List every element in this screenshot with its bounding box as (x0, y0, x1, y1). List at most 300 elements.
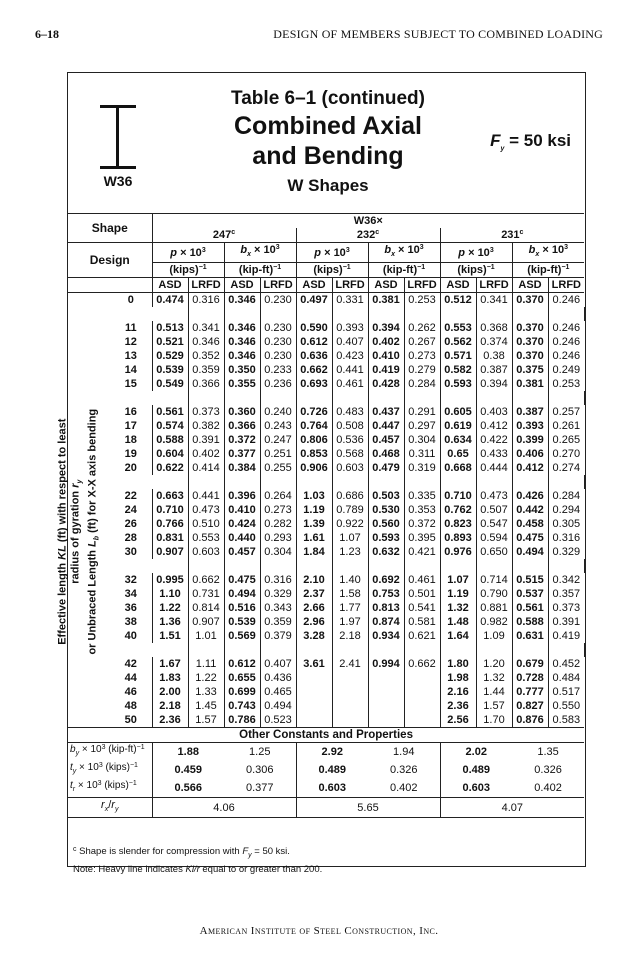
table-cell: 0.236 (260, 377, 296, 391)
table-cell: 1.70 (476, 713, 512, 728)
table-cell: 0.428 (368, 377, 404, 391)
table-cell: 0.501 (404, 587, 440, 601)
table-cell: 0.622 (152, 461, 188, 475)
asd-header: ASD (296, 278, 332, 293)
table-cell: 2.66 (296, 601, 332, 615)
table-cell: 0.549 (152, 377, 188, 391)
table-cell: 0.372 (404, 517, 440, 531)
table-cell: 0.396 (224, 489, 260, 503)
table-cell: 0.655 (224, 671, 260, 685)
table-row (68, 293, 584, 308)
table-cell: 0.976 (440, 545, 476, 559)
table-cell: 0.444 (476, 461, 512, 475)
asd-header: ASD (224, 278, 260, 293)
table-cell: 0.777 (512, 685, 548, 699)
table-cell: 0.316 (188, 293, 224, 308)
table-cell: 0.823 (440, 517, 476, 531)
table-cell: 0.650 (476, 545, 512, 559)
table-row (68, 447, 584, 461)
table-cell: 0.402 (188, 447, 224, 461)
table-cell: 0.273 (404, 349, 440, 363)
table-cell (368, 685, 404, 699)
table-cell: 0.230 (260, 321, 296, 335)
table-cell: 0.569 (224, 629, 260, 643)
table-cell: 0.662 (188, 573, 224, 587)
table-cell: 0.612 (224, 657, 260, 671)
table-cell: 0.403 (476, 405, 512, 419)
table-row (68, 489, 584, 503)
table-cell: 0.424 (224, 517, 260, 531)
table-cell: 0.790 (476, 587, 512, 601)
asd-header: ASD (512, 278, 548, 293)
length-value: 42 (110, 657, 152, 671)
table-cell: 0.412 (476, 419, 512, 433)
page-number: 6–18 (35, 27, 59, 41)
table-cell: 0.273 (260, 503, 296, 517)
table-cell: 0.255 (260, 461, 296, 475)
length-value: 38 (110, 615, 152, 629)
table-cell: 0.907 (152, 545, 188, 559)
table-cell: 0.581 (404, 615, 440, 629)
table-cell: 0.262 (404, 321, 440, 335)
table-row (68, 685, 584, 699)
table-cell: 2.56 (440, 713, 476, 728)
table-cell: 0.394 (368, 321, 404, 335)
table-cell (404, 713, 440, 728)
table-cell: 0.246 (548, 321, 584, 335)
table-cell: 0.395 (404, 531, 440, 545)
table-cell: 1.48 (440, 615, 476, 629)
table-cell: 0.304 (404, 433, 440, 447)
table-cell: 1.11 (188, 657, 224, 671)
table-cell (332, 671, 368, 685)
table-cell: 0.346 (224, 321, 260, 335)
table-cell: 0.479 (368, 461, 404, 475)
table-cell: 0.814 (188, 601, 224, 615)
length-value: 36 (110, 601, 152, 615)
table-cell: 0.391 (548, 615, 584, 629)
lrfd-header: LRFD (476, 278, 512, 293)
table-cell: 0.813 (368, 601, 404, 615)
table-cell: 0.341 (188, 321, 224, 335)
table-cell: 0.636 (296, 349, 332, 363)
table-cell: 0.831 (152, 531, 188, 545)
table-cell: 1.23 (332, 545, 368, 559)
constant-value: 2.92 (296, 743, 368, 762)
length-value: 30 (110, 545, 152, 559)
table-cell: 0.381 (512, 377, 548, 391)
table-cell: 0.515 (512, 573, 548, 587)
table-cell: 1.32 (440, 601, 476, 615)
table-cell: 0.407 (332, 335, 368, 349)
length-value: 17 (110, 419, 152, 433)
table-cell: 0.375 (512, 363, 548, 377)
table-cell: 0.494 (512, 545, 548, 559)
table-cell: 0.253 (548, 377, 584, 391)
table-cell: 0.766 (152, 517, 188, 531)
table-cell: 0.251 (260, 447, 296, 461)
table-cell: 0.253 (404, 293, 440, 308)
table-cell (296, 713, 332, 728)
table-cell: 0.465 (260, 685, 296, 699)
table-cell: 1.51 (152, 629, 188, 643)
table-cell: 0.304 (260, 545, 296, 559)
table-cell: 0.539 (152, 363, 188, 377)
table-cell: 0.359 (260, 615, 296, 629)
table-cell: 0.583 (548, 713, 584, 728)
lrfd-header: LRFD (404, 278, 440, 293)
table-row (68, 517, 584, 531)
shape-label: W36 (103, 173, 133, 189)
table-cell: 0.582 (440, 363, 476, 377)
table-cell: 0.243 (260, 419, 296, 433)
table-cell: 0.442 (512, 503, 548, 517)
table-cell: 0.407 (260, 657, 296, 671)
table-cell: 3.61 (296, 657, 332, 671)
table-cell: 1.57 (476, 699, 512, 713)
table-cell: 0.668 (440, 461, 476, 475)
table-cell: 0.381 (368, 293, 404, 308)
table-cell: 2.36 (152, 713, 188, 728)
table-cell: 2.37 (296, 587, 332, 601)
table-cell: 0.588 (512, 615, 548, 629)
table-cell: 0.230 (260, 349, 296, 363)
asd-header: ASD (152, 278, 188, 293)
length-value: 15 (110, 377, 152, 391)
table-cell: 1.07 (440, 573, 476, 587)
table-cell: 1.64 (440, 629, 476, 643)
table-cell: 0.634 (440, 433, 476, 447)
constant-value: 1.94 (393, 746, 415, 759)
table-cell: 0.370 (512, 293, 548, 308)
table-cell: 1.67 (152, 657, 188, 671)
table-cell: 0.922 (332, 517, 368, 531)
table-cell: 0.605 (440, 405, 476, 419)
table-cell: 0.507 (476, 503, 512, 517)
publisher-credit: American Institute of Steel Construction, Inc. (199, 925, 439, 937)
constant-value: 0.603 (440, 779, 512, 798)
table-cell: 0.881 (476, 601, 512, 615)
table-cell: 2.18 (152, 699, 188, 713)
table-cell: 0.353 (404, 503, 440, 517)
table-cell: 0.246 (548, 335, 584, 349)
table-cell: 0.594 (476, 531, 512, 545)
table-cell: 0.731 (188, 587, 224, 601)
table-cell: 0.510 (188, 517, 224, 531)
length-value: 13 (110, 349, 152, 363)
table-cell: 0.366 (224, 419, 260, 433)
length-value: 22 (110, 489, 152, 503)
rx-ry-value: 5.65 (296, 798, 440, 818)
table-cell: 0.440 (224, 531, 260, 545)
lrfd-header: LRFD (188, 278, 224, 293)
table-cell: 0.38 (476, 349, 512, 363)
table-cell: 0.457 (224, 545, 260, 559)
table-cell: 0.382 (188, 419, 224, 433)
table-row (68, 419, 584, 433)
table-cell: 0.360 (224, 405, 260, 419)
table-cell (332, 685, 368, 699)
table-cell: 0.710 (152, 503, 188, 517)
table-cell: 0.574 (152, 419, 188, 433)
table-cell: 0.876 (512, 713, 548, 728)
table-cell: 0.316 (260, 573, 296, 587)
table-cell: 0.230 (260, 293, 296, 308)
table-cell: 1.09 (476, 629, 512, 643)
table-cell: 0.513 (152, 321, 188, 335)
constant-row (68, 743, 584, 762)
length-value: 24 (110, 503, 152, 517)
table-cell: 0.662 (404, 657, 440, 671)
table-cell: 0.521 (152, 335, 188, 349)
table-cell: 0.632 (368, 545, 404, 559)
table-cell (368, 699, 404, 713)
table-cell (332, 713, 368, 728)
table-cell: 0.468 (368, 447, 404, 461)
table-cell: 2.16 (440, 685, 476, 699)
table-row (68, 629, 584, 643)
table-cell: 0.284 (404, 377, 440, 391)
table-cell: 1.20 (476, 657, 512, 671)
length-value: 34 (110, 587, 152, 601)
table-cell: 0.827 (512, 699, 548, 713)
table-cell: 0.402 (368, 335, 404, 349)
lrfd-header: LRFD (332, 278, 368, 293)
table-cell: 0.436 (260, 671, 296, 685)
footnote-note: Note: Heavy line indicates Kl/r equal to or greater than 200. (73, 863, 323, 875)
length-value: 16 (110, 405, 152, 419)
table-row (68, 699, 584, 713)
table-cell: 1.19 (440, 587, 476, 601)
table-row (68, 671, 584, 685)
table-cell: 0.394 (476, 377, 512, 391)
table-cell: 1.80 (440, 657, 476, 671)
table-cell: 0.346 (224, 293, 260, 308)
table-cell: 0.247 (260, 433, 296, 447)
table-cell: 0.410 (368, 349, 404, 363)
title-line-2: Combined Axial (234, 112, 422, 140)
constant-value: 0.326 (534, 764, 562, 777)
table-cell: 0.508 (332, 419, 368, 433)
table-cell: 0.593 (368, 531, 404, 545)
table-cell: 0.384 (224, 461, 260, 475)
table-cell: 0.406 (512, 447, 548, 461)
table-cell: 0.274 (548, 461, 584, 475)
table-cell: 1.07 (332, 531, 368, 545)
table-cell: 0.264 (260, 489, 296, 503)
table-cell: 0.934 (368, 629, 404, 643)
table-cell: 0.414 (188, 461, 224, 475)
table-cell: 0.461 (332, 377, 368, 391)
table-cell: 0.343 (260, 601, 296, 615)
table-cell: 0.484 (548, 671, 584, 685)
table-cell: 0.621 (404, 629, 440, 643)
table-row (68, 657, 584, 671)
table-cell: 0.743 (224, 699, 260, 713)
table-cell: 0.279 (404, 363, 440, 377)
table-cell: 0.475 (224, 573, 260, 587)
table-cell: 0.692 (368, 573, 404, 587)
table-row (68, 545, 584, 559)
constant-value: 0.402 (390, 782, 418, 795)
title-line-4: W Shapes (287, 176, 369, 195)
table-cell: 0.604 (152, 447, 188, 461)
table-cell: 0.603 (332, 461, 368, 475)
table-cell: 0.422 (476, 433, 512, 447)
table-cell: 0.523 (260, 713, 296, 728)
table-row (68, 573, 584, 587)
table-row (68, 321, 584, 335)
table-cell (296, 685, 332, 699)
table-cell: 1.22 (188, 671, 224, 685)
table-cell: 1.40 (332, 573, 368, 587)
length-value: 20 (110, 461, 152, 475)
table-cell: 0.550 (548, 699, 584, 713)
constant-value: 0.603 (296, 779, 368, 798)
constant-label: $t_r \times 10^3$ (kips)$^{-1}$ (68, 779, 152, 798)
table-cell: 0.293 (260, 531, 296, 545)
table-cell (296, 699, 332, 713)
table-cell: 0.372 (224, 433, 260, 447)
constant-value: 0.489 (440, 761, 512, 779)
table-cell: 0.452 (548, 657, 584, 671)
constant-label: $b_y \times 10^3$ $(kip-ft)^{-1}$ (68, 743, 152, 762)
table-cell: 0.497 (296, 293, 332, 308)
table-cell: 0.590 (296, 321, 332, 335)
table-cell: 0.421 (404, 545, 440, 559)
table-cell: 0.710 (440, 489, 476, 503)
table-cell: 1.83 (152, 671, 188, 685)
lrfd-header: LRFD (260, 278, 296, 293)
table-cell (296, 671, 332, 685)
shape-col-header: Shape (68, 214, 152, 243)
table-row (68, 531, 584, 545)
title-line-1: Table 6–1 (continued) (231, 88, 425, 109)
constant-row (68, 761, 584, 779)
table-cell: 0.319 (404, 461, 440, 475)
table-cell: 0.612 (296, 335, 332, 349)
length-value: 32 (110, 573, 152, 587)
design-col-header: Design (68, 243, 152, 278)
table-cell: 0.494 (224, 587, 260, 601)
running-head (35, 27, 603, 43)
table-cell: 0.294 (548, 503, 584, 517)
table-cell: 0.387 (476, 363, 512, 377)
rx-ry-value: 4.06 (152, 798, 296, 818)
table-cell: 0.726 (296, 405, 332, 419)
table-cell: 0.537 (512, 587, 548, 601)
table-cell: 0.368 (476, 321, 512, 335)
length-value: 11 (110, 321, 152, 335)
constant-label: $t_y \times 10^3$ (kips)$^{-1}$ (68, 761, 152, 779)
table-cell: 0.282 (260, 517, 296, 531)
lrfd-header: LRFD (548, 278, 584, 293)
table-cell: 0.893 (440, 531, 476, 545)
table-cell: 0.907 (188, 615, 224, 629)
length-value: 26 (110, 517, 152, 531)
length-value: 19 (110, 447, 152, 461)
table-cell: 0.373 (548, 601, 584, 615)
table-cell: 0.560 (368, 517, 404, 531)
table-row (68, 377, 584, 391)
table-cell: 0.341 (476, 293, 512, 308)
shape-name: W36× (152, 214, 584, 229)
table-row (68, 601, 584, 615)
table-cell: 0.355 (224, 377, 260, 391)
table-cell: 0.457 (368, 433, 404, 447)
table-cell: 0.553 (440, 321, 476, 335)
table-cell: 2.96 (296, 615, 332, 629)
table-cell: 0.593 (440, 377, 476, 391)
table-cell: 0.571 (440, 349, 476, 363)
length-value: 18 (110, 433, 152, 447)
table-cell: 0.561 (152, 405, 188, 419)
table-cell: 0.995 (152, 573, 188, 587)
table-cell: 0.316 (548, 531, 584, 545)
table-cell: 0.284 (548, 489, 584, 503)
table-cell: 0.261 (548, 419, 584, 433)
table-cell: 0.786 (224, 713, 260, 728)
table-cell: 1.36 (152, 615, 188, 629)
table-cell: 0.291 (404, 405, 440, 419)
length-value: 46 (110, 685, 152, 699)
table-cell: 2.36 (440, 699, 476, 713)
length-value: 0 (110, 293, 152, 308)
table-cell: 0.693 (296, 377, 332, 391)
table-cell: 0.270 (548, 447, 584, 461)
table-cell: 0.246 (548, 349, 584, 363)
asd-header: ASD (440, 278, 476, 293)
table-cell: 1.33 (188, 685, 224, 699)
table-cell: 0.806 (296, 433, 332, 447)
table-cell: 0.373 (188, 405, 224, 419)
table-cell: 0.359 (188, 363, 224, 377)
table-cell: 0.663 (152, 489, 188, 503)
table-cell: 0.441 (332, 363, 368, 377)
title-line-3: and Bending (252, 142, 404, 170)
table-cell: 2.18 (332, 629, 368, 643)
table-cell: 0.329 (260, 587, 296, 601)
table-cell: 0.529 (152, 349, 188, 363)
table-cell: 0.662 (296, 363, 332, 377)
table-cell: 1.97 (332, 615, 368, 629)
table-cell: 0.342 (548, 573, 584, 587)
table-cell: 1.03 (296, 489, 332, 503)
table-cell: 0.699 (224, 685, 260, 699)
table-cell: 0.475 (512, 531, 548, 545)
table-cell: 0.762 (440, 503, 476, 517)
table-cell: 0.335 (404, 489, 440, 503)
table-cell: 0.982 (476, 615, 512, 629)
length-value: 12 (110, 335, 152, 349)
table-cell: 1.98 (440, 671, 476, 685)
table-cell: 0.346 (188, 335, 224, 349)
table-cell: 0.387 (512, 405, 548, 419)
table-cell: 0.517 (548, 685, 584, 699)
table-cell: 0.311 (404, 447, 440, 461)
table-cell: 0.562 (440, 335, 476, 349)
constant-value: 1.35 (537, 746, 559, 759)
table-cell: 0.329 (548, 545, 584, 559)
table-cell: 1.45 (188, 699, 224, 713)
table-cell: 0.516 (224, 601, 260, 615)
table-cell: 1.57 (188, 713, 224, 728)
table-cell: 0.530 (368, 503, 404, 517)
table-cell: 0.714 (476, 573, 512, 587)
table-cell: 0.305 (548, 517, 584, 531)
other-constants-title: Other Constants and Properties (68, 728, 584, 743)
table-cell: 0.370 (512, 349, 548, 363)
